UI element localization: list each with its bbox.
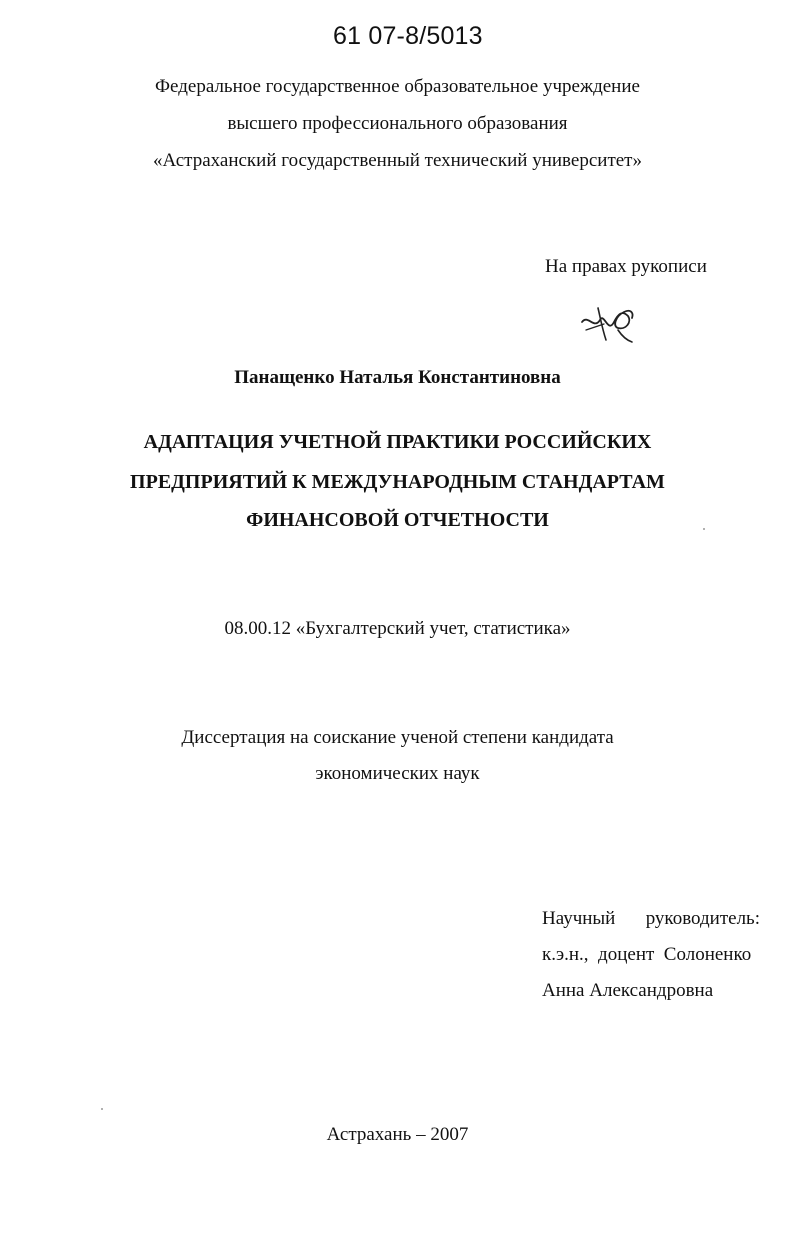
signature-icon: [578, 300, 638, 346]
supervisor-label-word-1: Научный: [542, 908, 616, 929]
thesis-title-line-1: АДАПТАЦИЯ УЧЕТНОЙ ПРАКТИКИ РОССИЙСКИХ: [143, 431, 652, 453]
institution-line-3: «Астраханский государственный технический университет»: [153, 150, 642, 171]
institution-line-1: Федеральное государственное образовательное учреждение: [155, 76, 640, 97]
supervisor-name: Анна Александровна: [542, 980, 714, 1001]
manuscript-rights-note: На правах рукописи: [545, 256, 707, 277]
supervisor-label-word-2: руководитель:: [645, 908, 760, 929]
thesis-title-line-2: ПРЕДПРИЯТИЙ К МЕЖДУНАРОДНЫМ СТАНДАРТАМ: [130, 471, 665, 493]
archive-stamp-number: 61 07-8/5013: [333, 22, 483, 50]
scan-speck: [101, 1108, 103, 1110]
degree-line-2: экономических наук: [315, 763, 480, 784]
specialty-code: 08.00.12 «Бухгалтерский учет, статистика»: [224, 618, 571, 639]
city-year: Астрахань – 2007: [326, 1124, 469, 1145]
supervisor-label: [542, 908, 760, 930]
thesis-title-line-3: ФИНАНСОВОЙ ОТЧЕТНОСТИ: [246, 509, 549, 531]
scan-speck: [703, 528, 705, 530]
institution-line-2: высшего профессионального образования: [227, 113, 568, 134]
degree-line-1: Диссертация на соискание ученой степени кандидата: [181, 727, 614, 748]
supervisor-credentials: к.э.н., доцент Солоненко: [542, 944, 752, 965]
author-name: Панащенко Наталья Константиновна: [234, 367, 561, 388]
